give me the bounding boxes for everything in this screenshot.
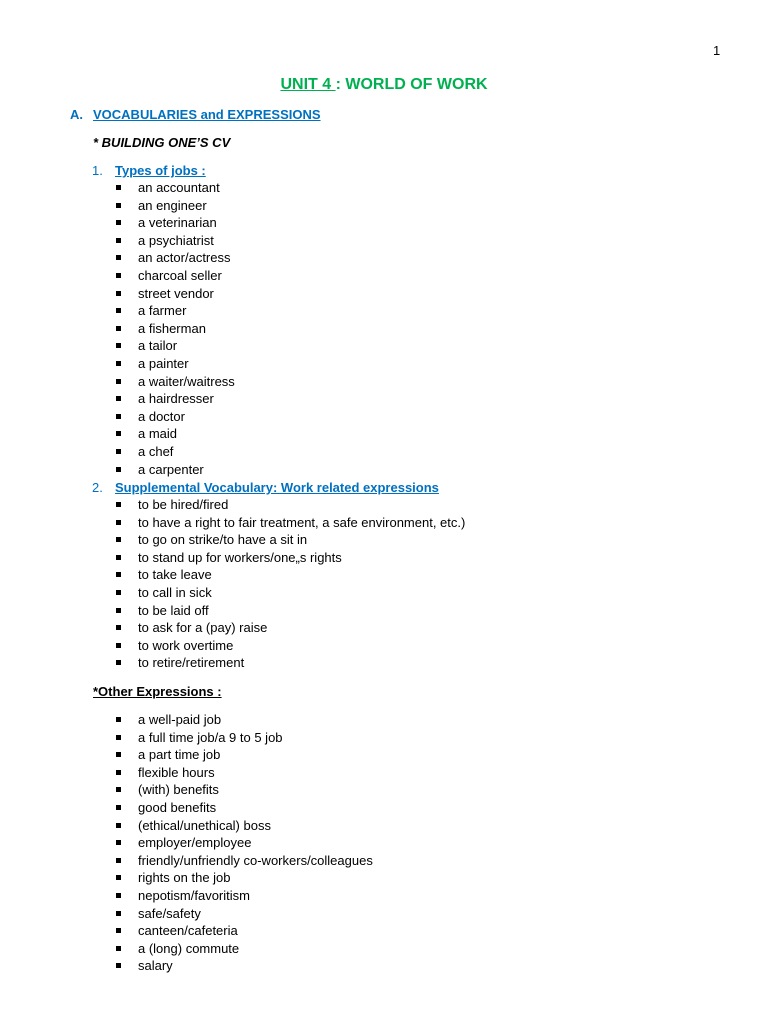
bullet-icon — [116, 928, 121, 933]
list-item-text: a part time job — [138, 747, 221, 763]
bullet-icon — [116, 291, 121, 296]
list-item — [0, 214, 235, 232]
list-item-text: a farmer — [138, 303, 187, 319]
list-item-text: to stand up for workers/one„s rights — [138, 549, 342, 565]
bullet-icon — [116, 361, 121, 366]
list-item-text: a (long) commute — [138, 940, 240, 956]
list-item — [0, 711, 373, 729]
other-expressions-list — [0, 711, 373, 975]
bullet-icon — [116, 590, 121, 595]
list1-heading — [92, 162, 206, 180]
list-item-text: salary — [138, 958, 173, 974]
list-item-text: to call in sick — [138, 584, 212, 600]
list-item-text: a chef — [138, 443, 174, 459]
bullet-icon — [116, 520, 121, 525]
list-item — [0, 781, 373, 799]
subheading: * BUILDING ONE’S CV — [93, 135, 231, 150]
list-item-text: good benefits — [138, 799, 217, 815]
list-item-text: to go on strike/to have a sit in — [138, 532, 308, 548]
bullet-icon — [116, 238, 121, 243]
bullet-icon — [116, 572, 121, 577]
bullet-icon — [116, 431, 121, 436]
list-item-text: rights on the job — [138, 870, 231, 886]
bullet-icon — [116, 467, 121, 472]
list-item-text: a fisherman — [138, 320, 206, 336]
list-item-text: a psychiatrist — [138, 232, 214, 248]
list-item — [0, 320, 235, 338]
bullet-icon — [116, 273, 121, 278]
list2-heading — [92, 479, 439, 497]
list-item — [0, 602, 465, 620]
list-item — [0, 887, 373, 905]
list-item — [0, 869, 373, 887]
list-item — [0, 197, 235, 215]
list-item — [0, 852, 373, 870]
bullet-icon — [116, 255, 121, 260]
list-item — [0, 232, 235, 250]
list-item-text: friendly/unfriendly co-workers/colleagues — [138, 852, 373, 868]
list-item — [0, 443, 235, 461]
list-item — [0, 817, 373, 835]
section-a-letter: A. — [70, 107, 83, 122]
bullet-icon — [116, 787, 121, 792]
list1-number: 1. — [92, 163, 103, 178]
bullet-icon — [116, 963, 121, 968]
list-item-text: nepotism/favoritism — [138, 887, 250, 903]
list-item-text: to have a right to fair treatment, a safe environment, etc.) — [138, 514, 466, 530]
bullet-icon — [116, 858, 121, 863]
list-item — [0, 249, 235, 267]
bullet-icon — [116, 643, 121, 648]
list-item-text: an accountant — [138, 180, 220, 195]
list-item-text: flexible hours — [138, 764, 215, 780]
bullet-icon — [116, 379, 121, 384]
section-a-heading — [70, 107, 321, 122]
list-item-text: to ask for a (pay) raise — [138, 620, 268, 636]
list-item — [0, 549, 465, 567]
page-number: 1 — [713, 43, 721, 58]
list-item — [0, 337, 235, 355]
list-item — [0, 637, 465, 655]
list-item-text: a tailor — [138, 338, 178, 354]
list-item — [0, 654, 465, 672]
list-item-text: to be hired/fired — [138, 497, 229, 512]
list-item-text: a carpenter — [138, 461, 204, 477]
bullet-icon — [116, 308, 121, 313]
list-item-text: to retire/retirement — [138, 655, 245, 671]
list-item — [0, 267, 235, 285]
list-item-text: a hairdresser — [138, 391, 214, 407]
bullet-icon — [116, 660, 121, 665]
bullet-icon — [116, 326, 121, 331]
list-item-text: a doctor — [138, 408, 185, 424]
list-item-text: canteen/cafeteria — [138, 923, 238, 939]
list-item — [0, 729, 373, 747]
list-item — [0, 408, 235, 426]
list-item-text: a well-paid job — [138, 712, 222, 727]
list-item-text: to be laid off — [138, 602, 209, 618]
list-item — [0, 531, 465, 549]
bullet-icon — [116, 770, 121, 775]
list-item — [0, 179, 235, 197]
list-item — [0, 302, 235, 320]
list-item-text: a waiter/waitress — [138, 373, 235, 389]
bullet-icon — [116, 537, 121, 542]
list1-label: Types of jobs : — [115, 163, 206, 178]
work-expressions-list — [0, 496, 465, 672]
list-item — [0, 619, 465, 637]
list-item-text: (with) benefits — [138, 782, 219, 798]
list-item — [0, 461, 235, 479]
list-item — [0, 373, 235, 391]
list-item-text: an actor/actress — [138, 250, 231, 266]
list-item — [0, 584, 465, 602]
other-expressions-heading: *Other Expressions : — [93, 684, 222, 699]
bullet-icon — [116, 805, 121, 810]
bullet-icon — [116, 396, 121, 401]
document-title — [0, 76, 768, 94]
bullet-icon — [116, 752, 121, 757]
bullet-icon — [116, 875, 121, 880]
list-item-text: an engineer — [138, 197, 207, 213]
bullet-icon — [116, 911, 121, 916]
list-item-text: employer/employee — [138, 835, 252, 851]
list-item-text: a maid — [138, 426, 178, 442]
list-item — [0, 425, 235, 443]
bullet-icon — [116, 823, 121, 828]
list-item — [0, 355, 235, 373]
list2-label: Supplemental Vocabulary: Work related expressions — [115, 480, 439, 495]
title-unit: UNIT 4 — [280, 76, 336, 93]
list2-number: 2. — [92, 480, 103, 495]
bullet-icon — [116, 449, 121, 454]
bullet-icon — [116, 717, 121, 722]
list-item-text: (ethical/unethical) boss — [138, 817, 271, 833]
bullet-icon — [116, 220, 121, 225]
list-item — [0, 799, 373, 817]
list-item — [0, 764, 373, 782]
section-a-label: VOCABULARIES and EXPRESSIONS — [93, 107, 321, 122]
list-item-text: street vendor — [138, 285, 214, 301]
bullet-icon — [116, 946, 121, 951]
list-item — [0, 905, 373, 923]
bullet-icon — [116, 608, 121, 613]
bullet-icon — [116, 414, 121, 419]
list-item — [0, 922, 373, 940]
list-item — [0, 746, 373, 764]
bullet-icon — [116, 502, 121, 507]
title-rest: : WORLD OF WORK — [335, 76, 488, 93]
bullet-icon — [116, 343, 121, 348]
job-types-list — [0, 179, 235, 478]
list-item — [0, 566, 465, 584]
bullet-icon — [116, 185, 121, 190]
list-item-text: a full time job/a 9 to 5 job — [138, 729, 283, 745]
list-item — [0, 496, 465, 514]
list-item — [0, 834, 373, 852]
list-item-text: to work overtime — [138, 637, 234, 653]
list-item-text: to take leave — [138, 567, 212, 583]
list-item — [0, 390, 235, 408]
list-item — [0, 285, 235, 303]
bullet-icon — [116, 840, 121, 845]
bullet-icon — [116, 625, 121, 630]
list-item-text: safe/safety — [138, 905, 201, 921]
list-item-text: charcoal seller — [138, 267, 222, 283]
list-item — [0, 514, 465, 532]
bullet-icon — [116, 893, 121, 898]
bullet-icon — [116, 555, 121, 560]
list-item — [0, 940, 373, 958]
list-item-text: a painter — [138, 355, 189, 371]
bullet-icon — [116, 735, 121, 740]
list-item-text: a veterinarian — [138, 215, 217, 231]
list-item — [0, 957, 373, 975]
bullet-icon — [116, 203, 121, 208]
